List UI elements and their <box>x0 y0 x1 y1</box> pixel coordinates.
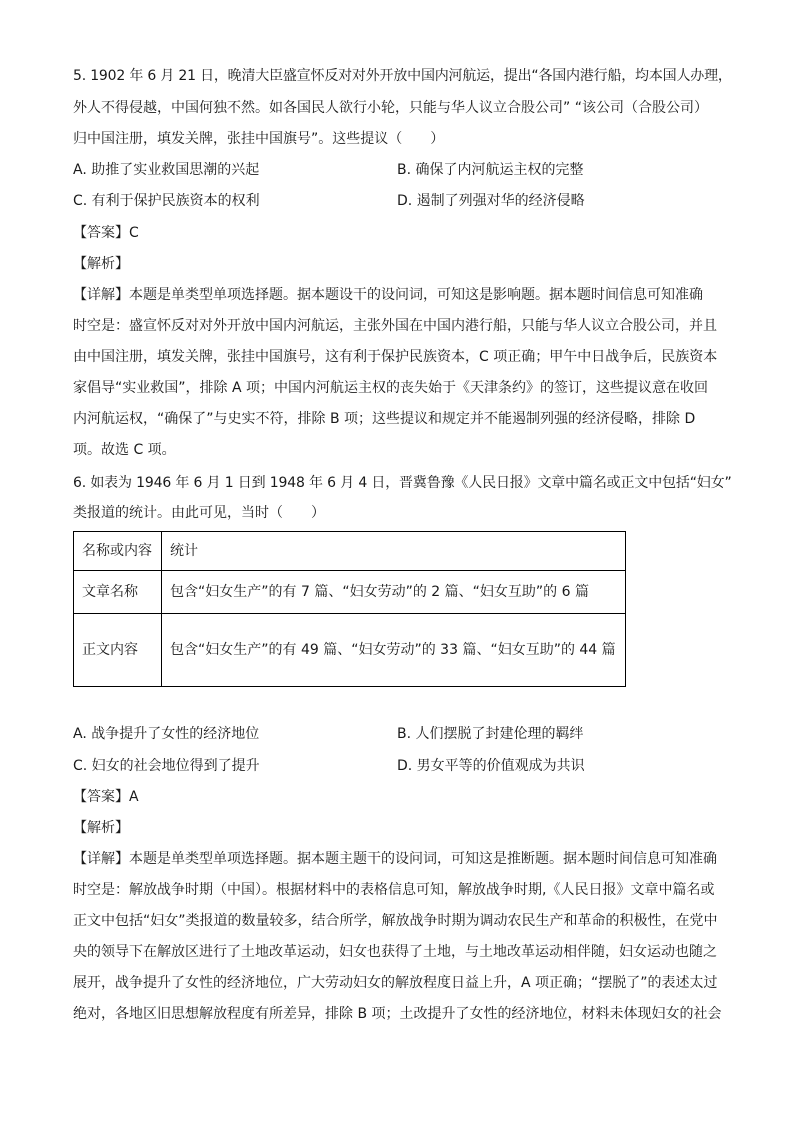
q6-analysis-line: 央的领导下在解放区进行了土地改革运动，妇女也获得了土地，与土地改革运动相伴随，妇女运动也随之 <box>73 944 717 960</box>
q6-stem-line: 6. 如表为 1946 年 6 月 1 日到 1948 年 6 月 4 日，晋冀鲁豫《人民日报》文章中篇名或正文中包括“妇女” <box>73 475 732 491</box>
q6-analysis-line: 绝对，各地区旧思想解放程度有所差异，排除 B 项；土改提升了女性的经济地位，材料未体现妇女的社会 <box>73 1006 722 1022</box>
q5-option-c: C. 有利于保护民族资本的权利 <box>73 193 260 209</box>
table-header-cell: 名称或内容 <box>74 532 162 571</box>
q6-analysis-line: 时空是：解放战争时期（中国）。根据材料中的表格信息可知，解放战争时期,《人民日报》文章中篇名或 <box>73 882 715 898</box>
q6-stem-line: 类报道的统计。由此可见，当时（ ） <box>73 505 325 521</box>
q5-stem-line: 外人不得侵越，中国何独不然。如各国民人欲行小轮，只能与华人议立合股公司” “该公司（合股公司） <box>73 100 708 116</box>
q5-stem-line: 归中国注册，填发关牌，张挂中国旗号”。这些提议（ ） <box>73 131 445 147</box>
q5-analysis-line: 由中国注册，填发关牌，张挂中国旗号，这有利于保护民族资本，C 项正确；甲午中日战争后，民族资本 <box>73 349 718 365</box>
q5-analysis-label: 【解析】 <box>73 256 129 272</box>
q5-option-d: D. 遏制了列强对华的经济侵略 <box>397 193 585 209</box>
table-row <box>74 571 626 614</box>
q6-analysis-label: 【解析】 <box>73 820 129 836</box>
q5-option-b: B. 确保了内河航运主权的完整 <box>397 162 584 178</box>
q6-option-d: D. 男女平等的价值观成为共识 <box>397 758 585 774</box>
table-cell: 文章名称 <box>74 571 162 614</box>
q6-option-a: A. 战争提升了女性的经济地位 <box>73 726 260 742</box>
q5-answer: 【答案】C <box>73 225 139 241</box>
table-header-row <box>74 532 626 571</box>
q5-analysis-line: 【详解】本题是单类型单项选择题。据本题设干的设问词，可知这是影响题。据本题时间信息可知准确 <box>73 287 703 303</box>
q5-stem-line: 5. 1902 年 6 月 21 日，晚清大臣盛宣怀反对对外开放中国内河航运，提出“各国内港行船，均本国人办理， <box>73 68 732 84</box>
q6-analysis-line: 【详解】本题是单类型单项选择题。据本题主题干的设问词，可知这是推断题。据本题时间信息可知准确 <box>73 851 717 867</box>
q6-option-b: B. 人们摆脱了封建伦理的羁绊 <box>397 726 584 742</box>
table-header-cell: 统计 <box>162 532 626 571</box>
table-cell: 正文内容 <box>74 614 162 687</box>
q6-analysis-line: 展开，战争提升了女性的经济地位，广大劳动妇女的解放程度日益上升，A 项正确；“摆脱了”的表述太过 <box>73 975 718 991</box>
table-cell: 包含“妇女生产”的有 7 篇、“妇女劳动”的 2 篇、“妇女互助”的 6 篇 <box>162 571 626 614</box>
q5-analysis-line: 家倡导“实业救国”，排除 A 项；中国内河航运主权的丧失始于《天津条约》的签订，这些提议意在收回 <box>73 380 708 396</box>
q6-option-c: C. 妇女的社会地位得到了提升 <box>73 758 260 774</box>
q5-analysis-line: 时空是：盛宣怀反对对外开放中国内河航运，主张外国在中国内港行船，只能与华人议立合股公司，并且 <box>73 318 717 334</box>
q6-analysis-line: 正文中包括“妇女”类报道的数量较多，结合所学，解放战争时期为调动农民生产和革命的积极性，在党中 <box>73 913 718 929</box>
table-cell: 包含“妇女生产”的有 49 篇、“妇女劳动”的 33 篇、“妇女互助”的 44 篇 <box>162 614 626 687</box>
q5-analysis-line: 内河航运权，“确保了”与史实不符，排除 B 项；这些提议和规定并不能遏制列强的经济侵略，排除 D <box>73 411 696 427</box>
q5-option-a: A. 助推了实业救国思潮的兴起 <box>73 162 260 178</box>
q6-answer: 【答案】A <box>73 789 139 805</box>
statistics-table <box>73 531 626 687</box>
table-row <box>74 614 626 687</box>
q5-analysis-line: 项。故选 C 项。 <box>73 442 176 458</box>
